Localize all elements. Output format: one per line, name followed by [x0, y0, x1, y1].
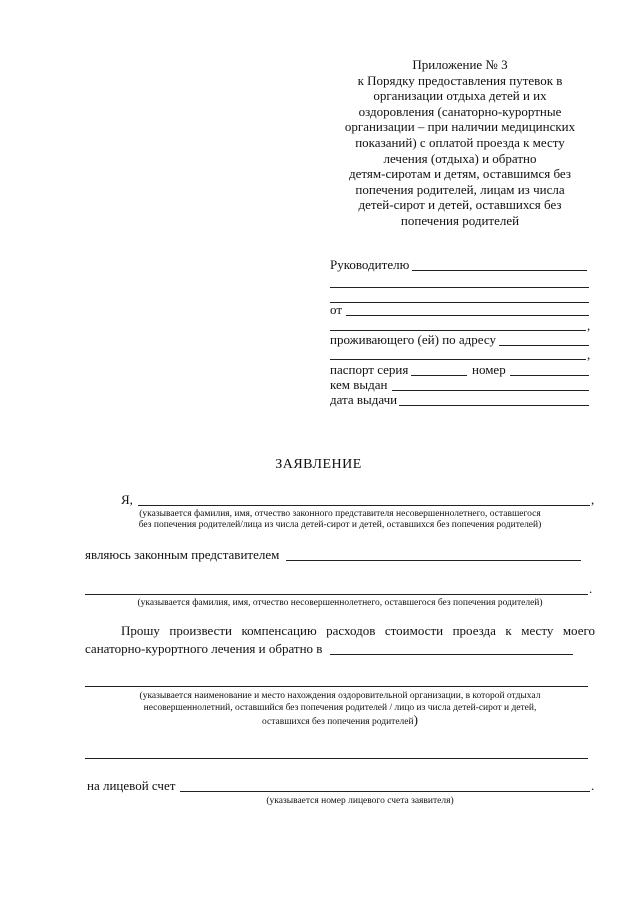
appendix-line: Приложение № 3 — [412, 57, 508, 72]
appendix-line: организации – при наличии медицинских — [344, 119, 576, 135]
comma: , — [587, 318, 591, 333]
representative-label: являюсь законным представителем — [85, 547, 280, 562]
organization-field-3[interactable] — [85, 758, 588, 759]
hint-org-close: ) — [413, 712, 418, 727]
appendix-line: лечения (отдыха) и обратно — [383, 150, 537, 166]
request-line-2: санаторно-курортного лечения и обратно в — [85, 641, 323, 656]
appendix-line: детям-сиротам и детям, оставшимся без — [349, 166, 571, 182]
request-line-1: Прошу произвести компенсацию расходов стоимости проезда к месту моего — [121, 623, 595, 638]
comma: , — [591, 492, 595, 507]
address-field-2[interactable] — [330, 359, 586, 360]
comma: , — [587, 347, 591, 362]
hint-guardian-2: без попечения родителей/лица из числа детей-сирот и детей, оставшихся без попечения родителей) — [138, 520, 542, 530]
organization-field-2[interactable] — [85, 686, 588, 687]
i-label: Я, — [121, 492, 133, 507]
organization-field[interactable] — [330, 654, 573, 655]
hint-org-3: оставшихся без попечения родителей — [262, 717, 414, 727]
appendix-line: оздоровления (санаторно-курортные — [358, 103, 562, 119]
hint-org-3-wrap — [85, 714, 595, 728]
applicant-name-field[interactable] — [346, 315, 589, 316]
appendix-line: детей-сирот и детей, оставшихся без — [358, 197, 562, 213]
minor-name-field[interactable] — [286, 560, 581, 561]
issue-date-label: дата выдачи — [330, 392, 398, 407]
issued-by-field[interactable] — [392, 390, 589, 391]
head-label: Руководителю — [330, 257, 410, 272]
address-field[interactable] — [499, 345, 589, 346]
from-label: от — [330, 302, 343, 317]
hint-org-1: (указывается наименование и место нахождения оздоровительной организации, в которой отдыхал — [139, 691, 541, 701]
guardian-name-field[interactable] — [138, 505, 590, 506]
number-label: номер — [472, 362, 506, 377]
hint-minor: (указывается фамилия, имя, отчество несовершеннолетнего, оставшегося без попечения родителей) — [137, 598, 543, 608]
issue-date-field[interactable] — [399, 405, 589, 406]
applicant-name-field-2[interactable] — [330, 330, 586, 331]
appendix-line: организации отдыха детей и их — [373, 88, 547, 104]
appendix-line: попечения родителей — [400, 212, 520, 228]
appendix-line: попечения родителей, лицам из числа — [355, 181, 565, 197]
head-name-field-3[interactable] — [330, 302, 589, 303]
hint-account: (указывается номер лицевого счета заявителя) — [266, 796, 454, 806]
hint-org-2: несовершеннолетний, оставшийся без попечения родителей / лицо из числа детей-сирот и детей, — [143, 703, 537, 713]
hint-guardian-1: (указывается фамилия, имя, отчество законного представителя несовершеннолетнего, оставшегося — [139, 509, 541, 519]
account-number-field[interactable] — [180, 791, 590, 792]
period: . — [589, 581, 593, 596]
residing-label: проживающего (ей) по адресу — [330, 332, 496, 347]
account-label: на лицевой счет — [87, 778, 176, 793]
period: . — [591, 778, 595, 793]
head-name-field[interactable] — [412, 270, 587, 271]
passport-number-field[interactable] — [510, 375, 589, 376]
head-name-field-2[interactable] — [330, 287, 589, 288]
passport-series-label: паспорт серия — [330, 362, 409, 377]
appendix-header — [330, 57, 590, 229]
issued-by-label: кем выдан — [330, 377, 388, 392]
appendix-line: показаний) с оплатой проезда к месту — [355, 134, 565, 150]
minor-name-field-2[interactable] — [85, 594, 588, 595]
document-title: ЗАЯВЛЕНИЕ — [275, 457, 362, 472]
passport-series-field[interactable] — [411, 375, 467, 376]
appendix-line: к Порядку предоставления путевок в — [357, 72, 563, 88]
